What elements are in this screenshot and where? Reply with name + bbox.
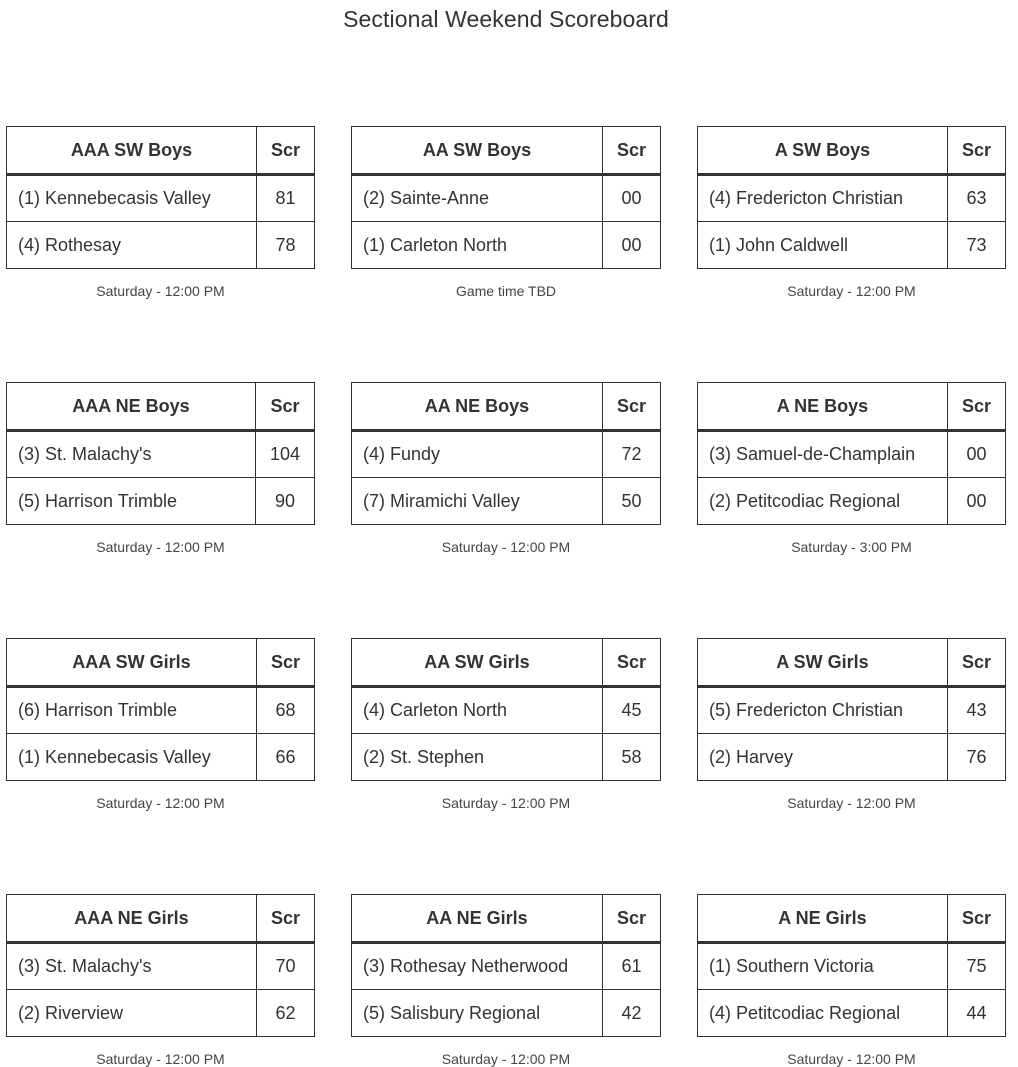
team-score: 72 (602, 431, 660, 478)
game-table (697, 638, 1006, 781)
score-header: Scr (256, 639, 314, 687)
game-card (697, 126, 1006, 299)
division-header: AAA NE Girls (7, 895, 257, 943)
page-title: Sectional Weekend Scoreboard (343, 6, 669, 32)
team-score: 62 (256, 990, 314, 1037)
team-name: (2) St. Stephen (352, 734, 603, 781)
team-name: (4) Fundy (352, 431, 603, 478)
team-score: 43 (947, 687, 1005, 734)
game-table (351, 638, 661, 781)
team-score: 68 (256, 687, 314, 734)
game-card (697, 382, 1006, 555)
game-table (351, 382, 661, 525)
team-row (698, 478, 1006, 525)
header-row (7, 383, 315, 431)
team-name: (3) St. Malachy's (7, 943, 257, 990)
game-time: Saturday - 12:00 PM (96, 539, 225, 555)
game-card (6, 894, 315, 1067)
game-table (6, 638, 315, 781)
team-name: (3) St. Malachy's (7, 431, 256, 478)
header-row (698, 127, 1006, 175)
team-score: 75 (947, 943, 1005, 990)
team-name: (2) Sainte-Anne (352, 175, 603, 222)
team-name: (1) Carleton North (352, 222, 603, 269)
team-row (698, 222, 1006, 269)
game-table (697, 382, 1006, 525)
score-header: Scr (947, 383, 1005, 431)
header-row (352, 895, 661, 943)
team-score: 00 (602, 222, 660, 269)
team-name: (6) Harrison Trimble (7, 687, 257, 734)
game-card (6, 638, 315, 811)
team-row (352, 990, 661, 1037)
team-score: 44 (947, 990, 1005, 1037)
team-row (698, 687, 1006, 734)
header-row (352, 639, 661, 687)
team-score: 61 (602, 943, 660, 990)
division-header: AA SW Boys (352, 127, 603, 175)
division-header: AAA SW Girls (7, 639, 257, 687)
team-name: (5) Fredericton Christian (698, 687, 948, 734)
score-header: Scr (602, 383, 660, 431)
team-score: 76 (947, 734, 1005, 781)
game-time: Saturday - 12:00 PM (787, 283, 916, 299)
game-card (6, 126, 315, 299)
game-table (697, 126, 1006, 269)
game-time: Saturday - 12:00 PM (96, 1051, 225, 1067)
team-score: 50 (602, 478, 660, 525)
team-score: 00 (947, 431, 1005, 478)
game-card (351, 126, 661, 299)
team-name: (5) Harrison Trimble (7, 478, 256, 525)
team-score: 63 (947, 175, 1005, 222)
header-row (7, 895, 315, 943)
game-card (697, 894, 1006, 1067)
team-name: (2) Petitcodiac Regional (698, 478, 948, 525)
division-header: A NE Boys (698, 383, 948, 431)
header-row (698, 895, 1006, 943)
team-score: 66 (256, 734, 314, 781)
division-header: AA NE Girls (352, 895, 603, 943)
game-time: Saturday - 12:00 PM (441, 795, 571, 811)
score-header: Scr (947, 639, 1005, 687)
team-name: (2) Riverview (7, 990, 257, 1037)
team-score: 70 (256, 943, 314, 990)
team-name: (3) Samuel-de-Champlain (698, 431, 948, 478)
team-row (352, 175, 661, 222)
game-time: Saturday - 12:00 PM (96, 283, 225, 299)
header-row (352, 127, 661, 175)
game-time: Game time TBD (455, 283, 557, 299)
team-row (698, 943, 1006, 990)
division-header: A NE Girls (698, 895, 948, 943)
team-name: (3) Rothesay Netherwood (352, 943, 603, 990)
team-name: (1) Southern Victoria (698, 943, 948, 990)
score-header: Scr (947, 895, 1005, 943)
team-row (352, 943, 661, 990)
game-time: Saturday - 12:00 PM (787, 1051, 916, 1067)
team-row (352, 478, 661, 525)
game-card (697, 638, 1006, 811)
game-table (351, 126, 661, 269)
team-name: (5) Salisbury Regional (352, 990, 603, 1037)
team-row (352, 687, 661, 734)
game-table (697, 894, 1006, 1037)
header-row (698, 639, 1006, 687)
header-row (7, 639, 315, 687)
game-time: Saturday - 3:00 PM (791, 539, 912, 555)
team-score: 42 (602, 990, 660, 1037)
team-name: (7) Miramichi Valley (352, 478, 603, 525)
team-name: (4) Petitcodiac Regional (698, 990, 948, 1037)
team-score: 00 (602, 175, 660, 222)
team-row (7, 175, 315, 222)
team-name: (4) Rothesay (7, 222, 257, 269)
team-row (698, 734, 1006, 781)
score-header: Scr (602, 639, 660, 687)
team-score: 00 (947, 478, 1005, 525)
team-name: (4) Carleton North (352, 687, 603, 734)
team-row (7, 990, 315, 1037)
score-header: Scr (255, 383, 314, 431)
team-row (352, 734, 661, 781)
team-name: (4) Fredericton Christian (698, 175, 948, 222)
game-time: Saturday - 12:00 PM (441, 539, 571, 555)
game-time: Saturday - 12:00 PM (787, 795, 916, 811)
division-header: AA SW Girls (352, 639, 603, 687)
score-header: Scr (256, 895, 314, 943)
score-header: Scr (602, 895, 660, 943)
header-row (7, 127, 315, 175)
game-card (351, 382, 661, 555)
game-table (6, 126, 315, 269)
game-card (351, 638, 661, 811)
team-row (7, 734, 315, 781)
team-row (7, 222, 315, 269)
game-table (6, 894, 315, 1037)
team-row (7, 687, 315, 734)
score-header: Scr (602, 127, 660, 175)
division-header: A SW Girls (698, 639, 948, 687)
game-table (6, 382, 315, 525)
team-row (352, 431, 661, 478)
team-row (7, 431, 315, 478)
division-header: AA NE Boys (352, 383, 603, 431)
header-row (698, 383, 1006, 431)
score-header: Scr (947, 127, 1005, 175)
game-card (351, 894, 661, 1067)
team-score: 73 (947, 222, 1005, 269)
game-card (6, 382, 315, 555)
team-score: 90 (255, 478, 314, 525)
game-time: Saturday - 12:00 PM (96, 795, 225, 811)
team-row (698, 431, 1006, 478)
game-time: Saturday - 12:00 PM (441, 1051, 571, 1067)
team-name: (1) Kennebecasis Valley (7, 734, 257, 781)
header-row (352, 383, 661, 431)
team-score: 78 (256, 222, 314, 269)
team-row (698, 175, 1006, 222)
team-row (7, 943, 315, 990)
team-score: 45 (602, 687, 660, 734)
game-table (351, 894, 661, 1037)
team-row (352, 222, 661, 269)
division-header: A SW Boys (698, 127, 948, 175)
team-row (7, 478, 315, 525)
team-score: 58 (602, 734, 660, 781)
team-name: (1) John Caldwell (698, 222, 948, 269)
team-score: 104 (255, 431, 314, 478)
team-name: (1) Kennebecasis Valley (7, 175, 257, 222)
team-score: 81 (256, 175, 314, 222)
score-header: Scr (256, 127, 314, 175)
team-name: (2) Harvey (698, 734, 948, 781)
scoreboard-grid (6, 126, 1006, 1067)
division-header: AAA SW Boys (7, 127, 257, 175)
team-row (698, 990, 1006, 1037)
division-header: AAA NE Boys (7, 383, 256, 431)
